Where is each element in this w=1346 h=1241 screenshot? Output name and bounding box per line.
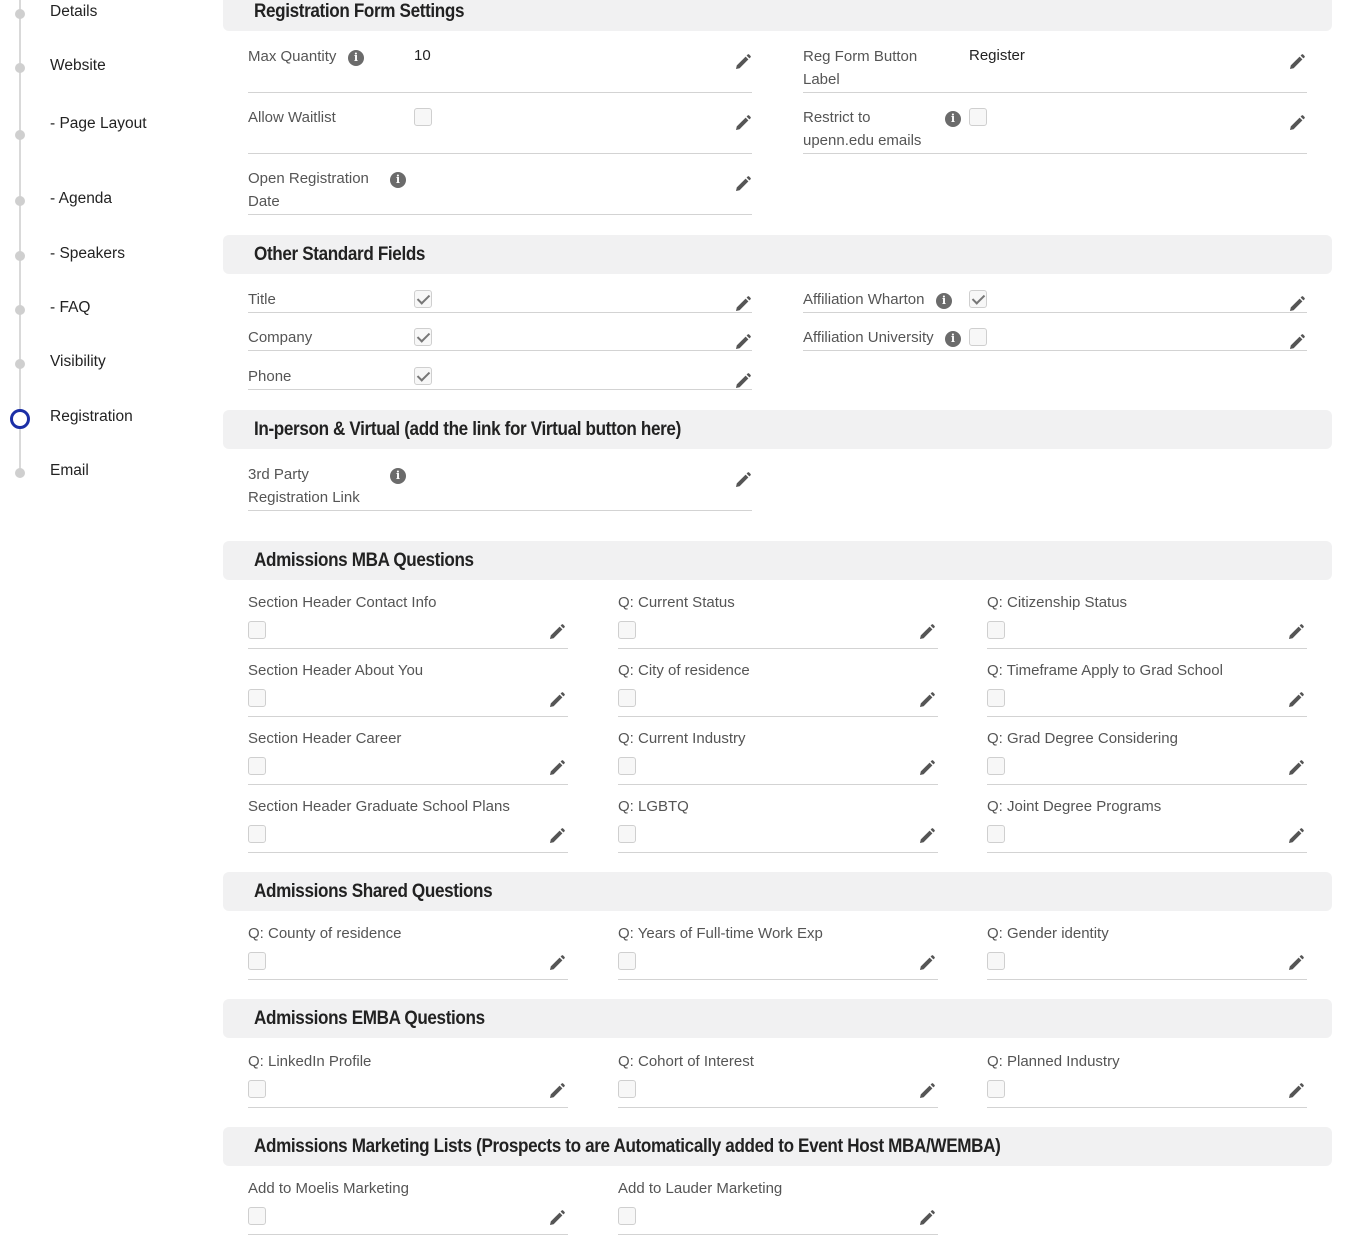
- field-restrict-upenn-emails: [803, 106, 1307, 154]
- section-in-person-virtual: [223, 410, 1332, 449]
- question-checkbox[interactable]: [248, 1207, 266, 1225]
- question-lauder-marketing: [618, 1182, 938, 1235]
- section-admissions-mba-questions: [223, 541, 1332, 580]
- step-label: Visibility: [50, 353, 106, 370]
- info-icon[interactable]: i: [348, 50, 364, 66]
- question-label: Section Header Career: [248, 730, 402, 747]
- question-lgbtq: [618, 800, 938, 853]
- question-checkbox[interactable]: [248, 952, 266, 970]
- info-icon[interactable]: i: [945, 111, 961, 127]
- question-checkbox[interactable]: [618, 621, 636, 639]
- question-checkbox[interactable]: [618, 825, 636, 843]
- pencil-icon[interactable]: [1288, 333, 1306, 351]
- step-label: Email: [50, 462, 89, 479]
- field-label: Affiliation Wharton: [803, 291, 925, 308]
- question-label: Add to Moelis Marketing: [248, 1180, 409, 1197]
- question-checkbox[interactable]: [987, 621, 1005, 639]
- question-joint-degree-programs: [987, 800, 1307, 853]
- question-years-work-exp: [618, 927, 938, 980]
- question-section-header-contact-info: [248, 596, 568, 649]
- step-website[interactable]: [0, 59, 200, 89]
- allow-waitlist-checkbox[interactable]: [414, 108, 432, 126]
- step-label: Website: [50, 57, 106, 74]
- question-label: Q: County of residence: [248, 925, 402, 942]
- pencil-icon[interactable]: [918, 691, 936, 709]
- restrict-emails-checkbox[interactable]: [969, 108, 987, 126]
- question-label: Section Header Graduate School Plans: [248, 798, 510, 815]
- question-cohort-of-interest: [618, 1055, 938, 1108]
- question-checkbox[interactable]: [618, 1080, 636, 1098]
- question-label: Q: LinkedIn Profile: [248, 1053, 372, 1070]
- section-title: Admissions Marketing Lists (Prospects to are Automatically added to Event Host MBA/WEMBA): [254, 1136, 1001, 1157]
- field-label: Max Quantity: [248, 48, 337, 65]
- step-visibility[interactable]: [0, 355, 200, 385]
- field-label: Open Registration Date: [248, 170, 369, 210]
- phone-checkbox[interactable]: [414, 367, 432, 385]
- step-dot: [15, 359, 25, 369]
- pencil-icon[interactable]: [548, 691, 566, 709]
- question-checkbox[interactable]: [248, 757, 266, 775]
- pencil-icon[interactable]: [1288, 53, 1306, 71]
- question-checkbox[interactable]: [618, 757, 636, 775]
- pencil-icon[interactable]: [548, 1082, 566, 1100]
- question-checkbox[interactable]: [987, 825, 1005, 843]
- field-affiliation-university: [803, 326, 1307, 351]
- pencil-icon[interactable]: [1287, 827, 1305, 845]
- field-label: Company: [248, 329, 313, 346]
- question-checkbox[interactable]: [618, 689, 636, 707]
- question-county-of-residence: [248, 927, 568, 980]
- question-checkbox[interactable]: [987, 1080, 1005, 1098]
- question-checkbox[interactable]: [248, 689, 266, 707]
- step-label: - FAQ: [50, 299, 91, 316]
- section-title: Admissions EMBA Questions: [254, 1008, 485, 1029]
- max-quantity-value: 10: [414, 47, 431, 64]
- field-label: Phone: [248, 368, 292, 385]
- pencil-icon[interactable]: [734, 471, 752, 489]
- question-label: Section Header Contact Info: [248, 594, 437, 611]
- pencil-icon[interactable]: [734, 295, 752, 313]
- question-label: Section Header About You: [248, 662, 424, 679]
- pencil-icon[interactable]: [918, 954, 936, 972]
- pencil-icon[interactable]: [1288, 114, 1306, 132]
- company-checkbox[interactable]: [414, 328, 432, 346]
- step-dot: [15, 468, 25, 478]
- question-citizenship-status: [987, 596, 1307, 649]
- question-checkbox[interactable]: [987, 952, 1005, 970]
- field-affiliation-wharton: [803, 288, 1307, 313]
- step-page-layout[interactable]: [0, 115, 200, 156]
- question-label: Q: City of residence: [618, 662, 750, 679]
- field-max-quantity: [248, 45, 752, 93]
- question-linkedin-profile: [248, 1055, 568, 1108]
- step-dot: [15, 305, 25, 315]
- pencil-icon[interactable]: [734, 114, 752, 132]
- question-section-header-career: [248, 732, 568, 785]
- pencil-icon[interactable]: [734, 175, 752, 193]
- pencil-icon[interactable]: [1287, 691, 1305, 709]
- pencil-icon[interactable]: [548, 623, 566, 641]
- pencil-icon[interactable]: [1287, 1082, 1305, 1100]
- field-reg-form-button-label: [803, 45, 1307, 93]
- section-admissions-marketing-lists: [223, 1127, 1332, 1166]
- question-current-status: [618, 596, 938, 649]
- step-faq[interactable]: [0, 301, 200, 331]
- step-dot: [15, 63, 25, 73]
- question-label: Q: Current Industry: [618, 730, 746, 747]
- field-label: Allow Waitlist: [248, 109, 336, 126]
- step-dot-active: [10, 409, 30, 429]
- question-timeframe-apply: [987, 664, 1307, 717]
- step-agenda[interactable]: [0, 192, 200, 222]
- step-speakers[interactable]: [0, 247, 200, 277]
- section-title: Other Standard Fields: [254, 244, 426, 265]
- field-label: Title: [248, 291, 276, 308]
- question-label: Q: LGBTQ: [618, 798, 689, 815]
- step-dot: [15, 251, 25, 261]
- pencil-icon[interactable]: [918, 1082, 936, 1100]
- section-title: Registration Form Settings: [254, 1, 465, 22]
- pencil-icon[interactable]: [1287, 954, 1305, 972]
- question-checkbox[interactable]: [248, 621, 266, 639]
- field-label: Reg Form Button Label: [803, 48, 918, 88]
- section-title: Admissions MBA Questions: [254, 550, 474, 571]
- pencil-icon[interactable]: [548, 827, 566, 845]
- step-label: Details: [50, 3, 98, 20]
- question-gender-identity: [987, 927, 1307, 980]
- step-details[interactable]: [0, 5, 200, 35]
- info-icon[interactable]: i: [936, 293, 952, 309]
- question-label: Add to Lauder Marketing: [618, 1180, 783, 1197]
- field-company: [248, 326, 752, 351]
- question-label: Q: Gender identity: [987, 925, 1109, 942]
- question-section-header-grad-school-plans: [248, 800, 568, 853]
- question-label: Q: Current Status: [618, 594, 735, 611]
- question-checkbox[interactable]: [248, 1080, 266, 1098]
- section-admissions-emba-questions: [223, 999, 1332, 1038]
- field-third-party-registration-link: [248, 463, 752, 511]
- section-registration-form-settings: [223, 0, 1332, 31]
- question-label: Q: Cohort of Interest: [618, 1053, 754, 1070]
- pencil-icon[interactable]: [548, 954, 566, 972]
- field-allow-waitlist: [248, 106, 752, 154]
- field-title: [248, 288, 752, 313]
- step-registration[interactable]: [0, 410, 200, 440]
- step-navigation: [0, 0, 200, 520]
- pencil-icon[interactable]: [1288, 295, 1306, 313]
- section-admissions-shared-questions: [223, 872, 1332, 911]
- field-label: Affiliation University: [803, 329, 934, 346]
- affiliation-university-checkbox[interactable]: [969, 328, 987, 346]
- question-checkbox[interactable]: [618, 952, 636, 970]
- question-label: Q: Timeframe Apply to Grad School: [987, 662, 1223, 679]
- pencil-icon[interactable]: [734, 372, 752, 390]
- section-other-standard-fields: [223, 235, 1332, 274]
- step-label: - Page Layout: [50, 115, 147, 132]
- question-checkbox[interactable]: [248, 825, 266, 843]
- field-label: Restrict to upenn.edu emails: [803, 109, 922, 149]
- field-phone: [248, 365, 752, 390]
- step-email[interactable]: [0, 464, 200, 494]
- question-planned-industry: [987, 1055, 1307, 1108]
- section-title: In-person & Virtual (add the link for Virtual button here): [254, 419, 681, 440]
- question-moelis-marketing: [248, 1182, 568, 1235]
- question-current-industry: [618, 732, 938, 785]
- question-label: Q: Citizenship Status: [987, 594, 1128, 611]
- pencil-icon[interactable]: [734, 53, 752, 71]
- info-icon[interactable]: i: [945, 331, 961, 347]
- title-checkbox[interactable]: [414, 290, 432, 308]
- section-title: Admissions Shared Questions: [254, 881, 493, 902]
- pencil-icon[interactable]: [1287, 759, 1305, 777]
- step-label: - Speakers: [50, 245, 125, 262]
- pencil-icon[interactable]: [918, 827, 936, 845]
- step-dot: [15, 196, 25, 206]
- step-label: Registration: [50, 408, 133, 425]
- pencil-icon[interactable]: [1287, 623, 1305, 641]
- pencil-icon[interactable]: [918, 759, 936, 777]
- step-dot: [15, 130, 25, 140]
- pencil-icon[interactable]: [734, 333, 752, 351]
- question-checkbox[interactable]: [618, 1207, 636, 1225]
- question-checkbox[interactable]: [987, 757, 1005, 775]
- question-grad-degree-considering: [987, 732, 1307, 785]
- pencil-icon[interactable]: [918, 1209, 936, 1227]
- step-dot: [15, 9, 25, 19]
- question-city-of-residence: [618, 664, 938, 717]
- pencil-icon[interactable]: [918, 623, 936, 641]
- pencil-icon[interactable]: [548, 759, 566, 777]
- question-section-header-about-you: [248, 664, 568, 717]
- question-label: Q: Years of Full-time Work Exp: [618, 925, 823, 942]
- question-label: Q: Planned Industry: [987, 1053, 1120, 1070]
- info-icon[interactable]: i: [390, 468, 406, 484]
- field-open-registration-date: [248, 167, 752, 215]
- field-label: 3rd Party Registration Link: [248, 466, 360, 506]
- info-icon[interactable]: i: [390, 172, 406, 188]
- question-label: Q: Joint Degree Programs: [987, 798, 1162, 815]
- reg-button-value: Register: [969, 47, 1025, 64]
- question-checkbox[interactable]: [987, 689, 1005, 707]
- step-label: - Agenda: [50, 190, 113, 207]
- pencil-icon[interactable]: [548, 1209, 566, 1227]
- question-label: Q: Grad Degree Considering: [987, 730, 1178, 747]
- affiliation-wharton-checkbox[interactable]: [969, 290, 987, 308]
